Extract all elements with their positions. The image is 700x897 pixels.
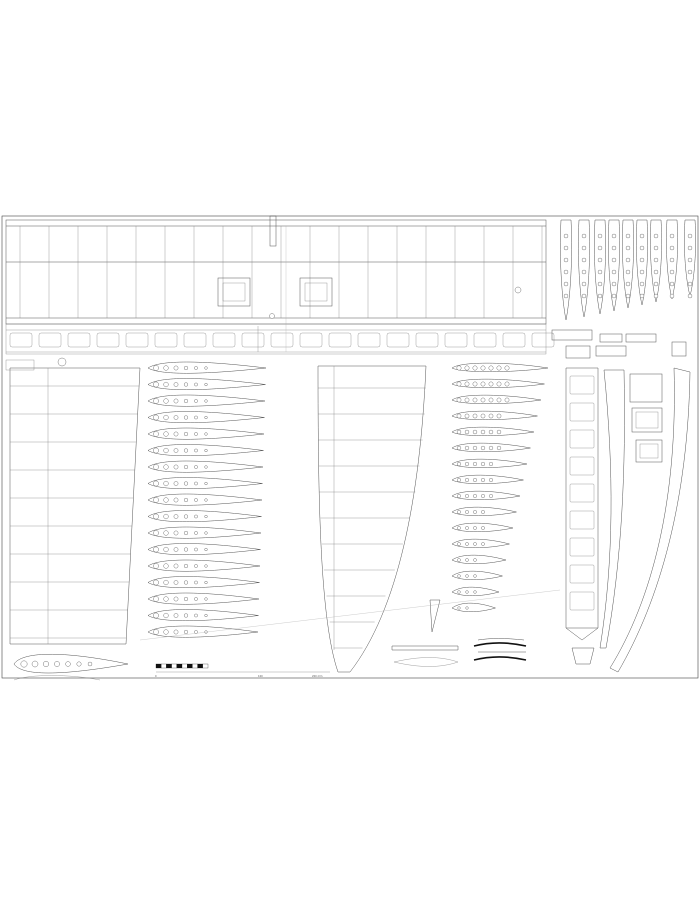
lightening-hole-icon — [164, 432, 169, 437]
lightening-hole-icon — [670, 294, 674, 298]
lightening-hole-icon — [497, 398, 501, 402]
lightening-hole-icon — [164, 580, 169, 585]
lightening-hole-icon — [473, 542, 476, 545]
lightening-hole-icon — [153, 613, 158, 618]
lightening-hole-icon — [164, 514, 169, 519]
lightening-hole-icon — [489, 462, 493, 466]
lightening-hole-icon — [153, 415, 158, 420]
lightening-hole-icon — [458, 559, 461, 562]
lightening-hole-icon — [582, 270, 586, 274]
lightening-hole-icon — [640, 246, 644, 250]
lightening-hole-icon — [194, 383, 197, 386]
lightening-hole-icon — [481, 398, 485, 402]
lightening-hole-icon — [466, 559, 469, 562]
lightening-hole-icon — [489, 494, 492, 497]
lightening-hole-icon — [466, 607, 469, 610]
lightening-hole-icon — [670, 246, 674, 250]
lightening-hole-icon — [194, 399, 197, 402]
lightening-hole-icon — [164, 366, 169, 371]
lightening-hole-icon — [465, 366, 469, 370]
lightening-hole-icon — [205, 466, 208, 469]
lightening-hole-icon — [465, 510, 468, 513]
lightening-hole-icon — [174, 630, 178, 634]
lightening-hole-icon — [66, 662, 71, 667]
lightening-hole-icon — [184, 564, 188, 568]
lightening-hole-icon — [654, 258, 658, 262]
lightening-hole-icon — [481, 510, 484, 513]
lightening-hole-icon — [205, 499, 208, 502]
lightening-hole-icon — [640, 234, 644, 238]
lightening-hole-icon — [153, 563, 158, 568]
lightening-hole-icon — [174, 382, 178, 386]
lightening-hole-icon — [473, 478, 477, 482]
lightening-hole-icon — [205, 482, 208, 485]
lightening-hole-icon — [194, 498, 197, 501]
lightening-hole-icon — [688, 270, 692, 274]
lightening-hole-icon — [670, 234, 674, 238]
lightening-hole-icon — [184, 581, 188, 585]
lightening-hole-icon — [194, 531, 197, 534]
lightening-hole-icon — [153, 464, 158, 469]
lightening-hole-icon — [640, 294, 644, 298]
lightening-hole-icon — [164, 481, 169, 486]
lightening-hole-icon — [465, 542, 468, 545]
lightening-hole-icon — [164, 498, 169, 503]
lightening-hole-icon — [489, 398, 493, 402]
scale-segment — [192, 664, 197, 668]
scale-segment — [177, 664, 182, 668]
lightening-hole-icon — [174, 448, 178, 452]
lightening-hole-icon — [205, 383, 208, 386]
scale-segment — [182, 664, 187, 668]
lightening-hole-icon — [153, 580, 158, 585]
lightening-hole-icon — [153, 497, 158, 502]
lightening-hole-icon — [164, 613, 169, 618]
lightening-hole-icon — [654, 246, 658, 250]
lightening-hole-icon — [466, 591, 469, 594]
lightening-hole-icon — [457, 382, 461, 386]
lightening-hole-icon — [489, 382, 493, 386]
lightening-hole-icon — [194, 482, 197, 485]
lightening-hole-icon — [489, 446, 493, 450]
lightening-hole-icon — [564, 282, 568, 286]
lightening-hole-icon — [153, 481, 158, 486]
scale-segment — [161, 664, 166, 668]
lightening-hole-icon — [153, 596, 158, 601]
lightening-hole-icon — [184, 498, 188, 502]
lightening-hole-icon — [194, 515, 197, 518]
lightening-hole-icon — [153, 448, 158, 453]
lightening-hole-icon — [598, 294, 602, 298]
lightening-hole-icon — [465, 494, 468, 497]
lightening-hole-icon — [457, 542, 460, 545]
lightening-hole-icon — [564, 234, 568, 238]
lightening-hole-icon — [164, 465, 169, 470]
lightening-hole-icon — [205, 400, 208, 403]
lightening-hole-icon — [457, 462, 461, 466]
lightening-hole-icon — [505, 398, 509, 402]
lightening-hole-icon — [489, 478, 493, 482]
lightening-hole-icon — [184, 465, 188, 469]
lightening-hole-icon — [174, 465, 178, 469]
lightening-hole-icon — [457, 526, 460, 529]
lightening-hole-icon — [457, 446, 461, 450]
lightening-hole-icon — [194, 432, 197, 435]
lightening-hole-icon — [626, 282, 630, 286]
lightening-hole-icon — [153, 530, 158, 535]
lightening-hole-icon — [174, 415, 178, 419]
lightening-hole-icon — [564, 246, 568, 250]
lightening-hole-icon — [164, 382, 169, 387]
lightening-hole-icon — [457, 414, 461, 418]
lightening-hole-icon — [205, 598, 208, 601]
lightening-hole-icon — [465, 382, 469, 386]
lightening-hole-icon — [481, 382, 485, 386]
lightening-hole-icon — [688, 258, 692, 262]
lightening-hole-icon — [582, 282, 586, 286]
lightening-hole-icon — [489, 414, 493, 418]
lightening-hole-icon — [153, 398, 158, 403]
lightening-hole-icon — [473, 462, 477, 466]
lightening-hole-icon — [474, 591, 477, 594]
lightening-hole-icon — [626, 270, 630, 274]
lightening-hole-icon — [473, 398, 477, 402]
lightening-hole-icon — [184, 383, 188, 387]
lightening-hole-icon — [473, 494, 476, 497]
lightening-hole-icon — [194, 465, 197, 468]
lightening-hole-icon — [465, 430, 469, 434]
lightening-hole-icon — [184, 614, 188, 618]
lightening-hole-icon — [153, 629, 158, 634]
lightening-hole-icon — [489, 430, 493, 434]
lightening-hole-icon — [205, 532, 208, 535]
lightening-hole-icon — [473, 446, 477, 450]
lightening-hole-icon — [612, 270, 616, 274]
lightening-hole-icon — [194, 581, 197, 584]
lightening-hole-icon — [153, 382, 158, 387]
lightening-hole-icon — [184, 548, 188, 552]
lightening-hole-icon — [466, 575, 469, 578]
scale-label-100: 100 — [258, 675, 263, 678]
lightening-hole-icon — [626, 246, 630, 250]
lightening-hole-icon — [481, 430, 485, 434]
lightening-hole-icon — [43, 661, 49, 667]
lightening-hole-icon — [54, 661, 59, 666]
lightening-hole-icon — [205, 515, 208, 518]
lightening-hole-icon — [174, 547, 178, 551]
lightening-hole-icon — [164, 564, 169, 569]
lightening-hole-icon — [184, 416, 188, 420]
lightening-hole-icon — [194, 416, 197, 419]
lightening-hole-icon — [481, 478, 485, 482]
lightening-hole-icon — [458, 591, 461, 594]
scale-label-200: 200 mm — [312, 675, 323, 678]
lightening-hole-icon — [582, 294, 586, 298]
lightening-hole-icon — [184, 630, 188, 634]
lightening-hole-icon — [626, 258, 630, 262]
lightening-hole-icon — [164, 630, 169, 635]
lightening-hole-icon — [457, 510, 460, 513]
lightening-hole-icon — [184, 531, 188, 535]
lightening-hole-icon — [598, 258, 602, 262]
lightening-hole-icon — [184, 432, 188, 436]
lightening-hole-icon — [164, 448, 169, 453]
lightening-hole-icon — [32, 661, 38, 667]
lightening-hole-icon — [205, 449, 208, 452]
lightening-hole-icon — [473, 382, 477, 386]
lightening-hole-icon — [626, 294, 630, 298]
lightening-hole-icon — [457, 494, 460, 497]
lightening-hole-icon — [174, 432, 178, 436]
lightening-hole-icon — [505, 366, 509, 370]
lightening-hole-icon — [205, 367, 208, 370]
lightening-hole-icon — [174, 481, 178, 485]
lightening-hole-icon — [194, 548, 197, 551]
lightening-hole-icon — [640, 270, 644, 274]
lightening-hole-icon — [205, 581, 208, 584]
lightening-hole-icon — [481, 414, 485, 418]
lightening-hole-icon — [174, 531, 178, 535]
lightening-hole-icon — [640, 258, 644, 262]
lightening-hole-icon — [184, 482, 188, 486]
lightening-hole-icon — [654, 270, 658, 274]
lightening-hole-icon — [174, 597, 178, 601]
lightening-hole-icon — [598, 234, 602, 238]
lightening-hole-icon — [174, 580, 178, 584]
lightening-hole-icon — [465, 398, 469, 402]
sheet-border — [2, 216, 698, 678]
lightening-hole-icon — [473, 510, 476, 513]
lightening-hole-icon — [474, 559, 477, 562]
lightening-hole-icon — [582, 258, 586, 262]
lightening-hole-icon — [205, 433, 208, 436]
lightening-hole-icon — [505, 382, 509, 386]
scale-segment — [187, 664, 192, 668]
lightening-hole-icon — [77, 662, 81, 666]
lightening-hole-icon — [194, 366, 197, 369]
lightening-hole-icon — [654, 294, 658, 298]
lightening-hole-icon — [688, 234, 692, 238]
lightening-hole-icon — [497, 446, 501, 450]
lightening-hole-icon — [473, 430, 477, 434]
lightening-hole-icon — [497, 430, 501, 434]
scale-segment — [166, 664, 171, 668]
lightening-hole-icon — [465, 462, 469, 466]
lightening-hole-icon — [457, 398, 461, 402]
lightening-hole-icon — [564, 294, 568, 298]
lightening-hole-icon — [497, 366, 501, 370]
lightening-hole-icon — [184, 515, 188, 519]
lightening-hole-icon — [481, 494, 484, 497]
scale-segment — [203, 664, 208, 668]
lightening-hole-icon — [481, 542, 484, 545]
lightening-hole-icon — [205, 614, 208, 617]
lightening-hole-icon — [184, 399, 188, 403]
lightening-hole-icon — [194, 449, 197, 452]
lightening-hole-icon — [612, 282, 616, 286]
lightening-hole-icon — [164, 415, 169, 420]
lightening-hole-icon — [497, 382, 501, 386]
lightening-hole-icon — [205, 565, 208, 568]
lightening-hole-icon — [174, 399, 178, 403]
lightening-hole-icon — [473, 366, 477, 370]
lightening-hole-icon — [474, 575, 477, 578]
lightening-hole-icon — [481, 462, 485, 466]
scale-segment — [156, 664, 161, 668]
lightening-hole-icon — [598, 246, 602, 250]
lightening-hole-icon — [164, 597, 169, 602]
lightening-hole-icon — [174, 514, 178, 518]
lightening-hole-icon — [598, 282, 602, 286]
lightening-hole-icon — [184, 366, 188, 370]
lightening-hole-icon — [457, 478, 461, 482]
lightening-hole-icon — [626, 234, 630, 238]
lightening-hole-icon — [612, 234, 616, 238]
lightening-hole-icon — [164, 547, 169, 552]
lightening-hole-icon — [194, 564, 197, 567]
scale-segment — [198, 664, 203, 668]
lightening-hole-icon — [465, 414, 469, 418]
lightening-hole-icon — [174, 498, 178, 502]
lightening-hole-icon — [205, 548, 208, 551]
lightening-hole-icon — [473, 526, 476, 529]
scale-segment — [172, 664, 177, 668]
lightening-hole-icon — [465, 526, 468, 529]
lightening-hole-icon — [688, 246, 692, 250]
lightening-hole-icon — [481, 446, 485, 450]
lightening-hole-icon — [670, 282, 674, 286]
lightening-hole-icon — [153, 431, 158, 436]
lightening-hole-icon — [481, 366, 485, 370]
lightening-hole-icon — [457, 366, 461, 370]
lightening-hole-icon — [612, 258, 616, 262]
lightening-hole-icon — [153, 514, 158, 519]
scale-label-0: 0 — [155, 675, 157, 678]
lightening-hole-icon — [153, 365, 158, 370]
lightening-hole-icon — [184, 449, 188, 453]
lightening-hole-icon — [164, 531, 169, 536]
lightening-hole-icon — [174, 366, 178, 370]
lightening-hole-icon — [688, 294, 692, 298]
lightening-hole-icon — [465, 446, 469, 450]
lightening-hole-icon — [582, 246, 586, 250]
lightening-hole-icon — [174, 613, 178, 617]
lightening-hole-icon — [654, 234, 658, 238]
lightening-hole-icon — [205, 416, 208, 419]
lightening-hole-icon — [194, 597, 197, 600]
lightening-hole-icon — [473, 414, 477, 418]
lightening-hole-icon — [497, 414, 501, 418]
lightening-hole-icon — [489, 366, 493, 370]
lightening-hole-icon — [564, 270, 568, 274]
lightening-hole-icon — [612, 246, 616, 250]
lightening-hole-icon — [184, 597, 188, 601]
lightening-hole-icon — [457, 430, 461, 434]
lightening-hole-icon — [564, 258, 568, 262]
lightening-hole-icon — [481, 526, 484, 529]
lightening-hole-icon — [21, 661, 27, 667]
lightening-hole-icon — [194, 614, 197, 617]
lightening-hole-icon — [688, 282, 692, 286]
lightening-hole-icon — [153, 547, 158, 552]
lightening-hole-icon — [640, 282, 644, 286]
lightening-hole-icon — [88, 662, 92, 666]
lightening-hole-icon — [598, 270, 602, 274]
lightening-hole-icon — [582, 234, 586, 238]
lightening-hole-icon — [164, 399, 169, 404]
lightening-hole-icon — [670, 270, 674, 274]
lightening-hole-icon — [654, 282, 658, 286]
lightening-hole-icon — [174, 564, 178, 568]
lightening-hole-icon — [612, 294, 616, 298]
lightening-hole-icon — [465, 478, 469, 482]
lightening-hole-icon — [458, 575, 461, 578]
lightening-hole-icon — [458, 607, 461, 610]
lightening-hole-icon — [670, 258, 674, 262]
